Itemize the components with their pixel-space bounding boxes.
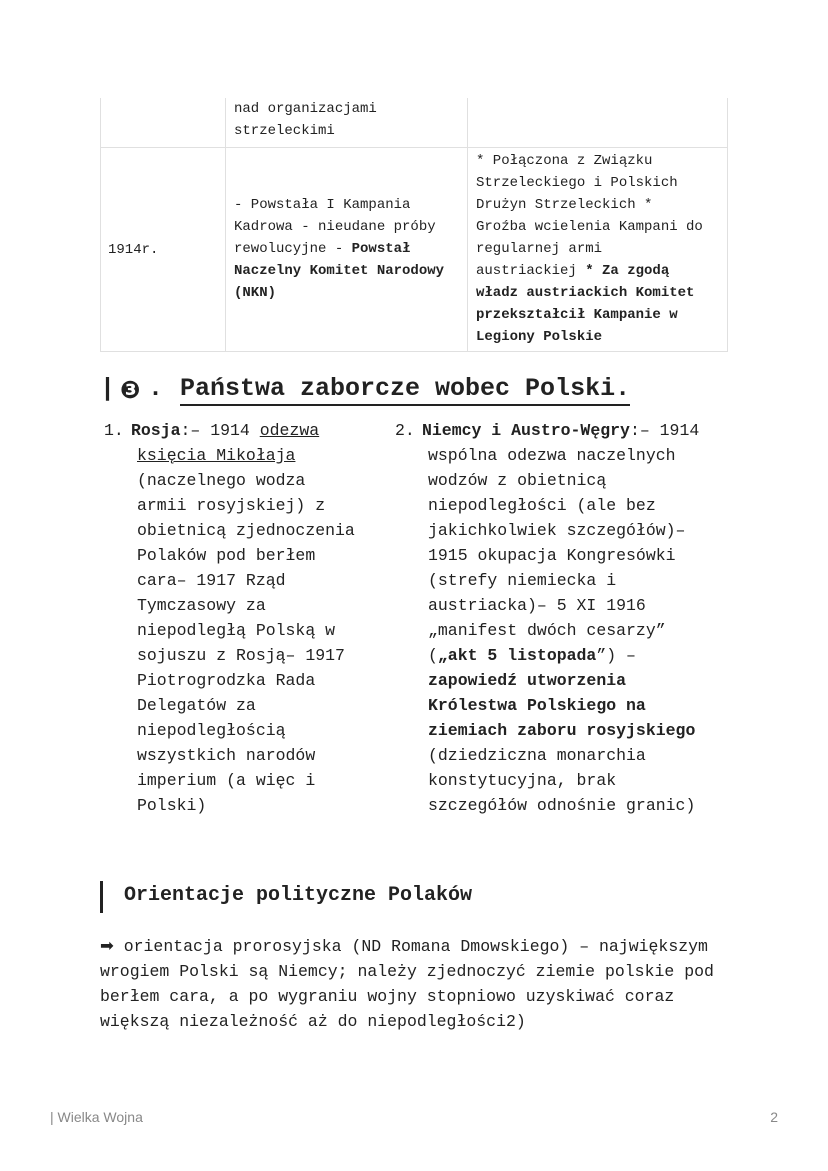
list-line: 1915 okupacja Kongresówki [428, 546, 676, 565]
list-line: cara– 1917 Rząd [137, 571, 286, 590]
subsection-title: Orientacje polityczne Polaków [124, 884, 473, 907]
list-number: 1. [104, 421, 124, 440]
list-line: Piotrogrodzka Rada [137, 671, 316, 690]
table-row2-col3 [476, 150, 703, 348]
list-line: wszystkich narodów [137, 746, 316, 765]
table-row2-year: 1914r. [108, 242, 159, 258]
table-cell-bold: Powstał [351, 241, 411, 257]
underlined-text: księcia Mikołaja [137, 446, 296, 465]
list-line: Tymczasowy za [137, 596, 266, 615]
table-cell-line [476, 282, 703, 304]
page-number: 2 [770, 1109, 778, 1125]
list-line: niepodległością [137, 721, 286, 740]
list-line: armii rosyjskiej) z [137, 496, 326, 515]
table-cell-line: Strzeleckiego i Polskich [476, 175, 678, 191]
table-row2-col2 [234, 194, 444, 304]
table-border-col1 [225, 98, 226, 352]
list-line [137, 443, 393, 468]
table-cell-line: Groźba wcielenia Kampani do [476, 219, 703, 235]
list-text: ( [428, 646, 438, 665]
table-border-right [727, 98, 728, 352]
table-cell-line: Kadrowa - nieudane próby [234, 219, 436, 235]
table-cell-text: rewolucyjne - [234, 241, 352, 257]
table-cell-bold: Naczelny Komitet Narodowy [234, 263, 445, 279]
paragraph-line: wrogiem Polski są Niemcy; należy zjednoczyć ziemie polskie pod [100, 962, 714, 981]
paragraph-line: berłem cara, a po wygraniu wojny stopniowo uzyskiwać coraz [100, 987, 675, 1006]
list-item-bold: Niemcy i Austro-Węgry [422, 421, 630, 440]
orientacje-paragraph [100, 933, 740, 1034]
underlined-text: odezwa [259, 421, 320, 440]
right-arrow-icon: ➡ [100, 936, 114, 955]
list-line: wspólna odezwa naczelnych [428, 446, 676, 465]
list-text: :– 1914 [180, 421, 260, 440]
list-item-body [422, 418, 727, 818]
table-cell-line: Drużyn Strzeleckich * [476, 197, 653, 213]
list-line: obietnicą zjednoczenia [137, 521, 355, 540]
list-line: niepodległości (ale bez [428, 496, 656, 515]
table-cell-bold: przekształcił Kampanie w [476, 307, 678, 323]
list-number: 2. [395, 421, 415, 440]
list-item-body [131, 418, 393, 818]
list-line: konstytucyjna, brak [428, 771, 617, 790]
list-line: (dziedziczna monarchia [428, 746, 646, 765]
table-cell-line [476, 304, 703, 326]
table-cell-bold: * Za zgodą [585, 263, 670, 279]
heading-accent-bar [100, 881, 103, 913]
table-cell-line [234, 238, 444, 260]
table-cell-line [234, 282, 444, 304]
page-footer: | Wielka Wojna [50, 1109, 143, 1125]
table-cell-line: regularnej armi [476, 241, 603, 257]
paragraph-line [100, 933, 740, 959]
table-border-left [100, 98, 101, 352]
list-text: ”) – [596, 646, 636, 665]
list-line [428, 668, 727, 693]
table-cell-line: - Powstała I Kampania [234, 197, 411, 213]
table-cell-line: nad organizacjami [234, 101, 377, 117]
list-line [131, 418, 393, 443]
paragraph-line: większą niezależność aż do niepodległości2) [100, 1012, 526, 1031]
list-line: wodzów z obietnicą [428, 471, 607, 490]
table-cell-bold: władz austriackich Komitet [476, 285, 695, 301]
table-cell-line: * Połączona z Związku [476, 153, 653, 169]
list-line: niepodległą Polską w [137, 621, 336, 640]
heading-dot: . [148, 374, 164, 403]
list-continuation [131, 443, 393, 818]
table-cell-bold: (NKN) [234, 285, 277, 301]
list-item-bold: „akt 5 listopada [437, 646, 597, 665]
list-line: austriacka)– 5 XI 1916 [428, 596, 646, 615]
list-line: (strefy niemiecka i [428, 571, 617, 590]
table-cell-line: strzeleckimi [234, 123, 335, 139]
list-item-bold: Rosja [131, 421, 181, 440]
list-item-bold: ziemiach zaboru rosyjskiego [428, 721, 696, 740]
list-continuation [422, 443, 727, 818]
timeline-table [100, 98, 728, 352]
list-line: Polaków pod berłem [137, 546, 316, 565]
number-three-icon: ❸ [120, 376, 141, 404]
section-heading [100, 372, 720, 412]
list-line [428, 643, 727, 668]
list-line: Polski) [137, 796, 207, 815]
table-row-divider [100, 147, 728, 148]
table-border-bottom [100, 351, 728, 352]
list-item-bold: zapowiedź utworzenia [428, 671, 627, 690]
list-line [428, 718, 727, 743]
table-cell-bold: Legiony Polskie [476, 329, 603, 345]
list-line: „manifest dwóch cesarzy” [428, 621, 666, 640]
list-line: imperium (a więc i [137, 771, 316, 790]
table-cell-text: austriackiej [476, 263, 586, 279]
list-line: sojuszu z Rosją– 1917 [137, 646, 345, 665]
table-border-col2 [467, 98, 468, 352]
list-line [428, 693, 727, 718]
list-line: (naczelnego wodza [137, 471, 306, 490]
list-line: jakichkolwiek szczegółów)– [428, 521, 686, 540]
list-line: Delegatów za [137, 696, 256, 715]
list-line [422, 418, 727, 443]
section-title: Państwa zaborcze wobec Polski. [180, 374, 630, 406]
list-line: szczegółów odnośnie granic) [428, 796, 696, 815]
heading-bar: | [100, 374, 116, 403]
list-text: :– 1914 [629, 421, 700, 440]
table-row1-col2 [234, 98, 377, 142]
table-cell-line [476, 260, 703, 282]
table-cell-line [234, 260, 444, 282]
paragraph-text: orientacja prorosyjska (ND Romana Dmowskiego) – największym [113, 937, 708, 956]
list-item-bold: Królestwa Polskiego na [428, 696, 646, 715]
table-cell-line [476, 326, 703, 348]
